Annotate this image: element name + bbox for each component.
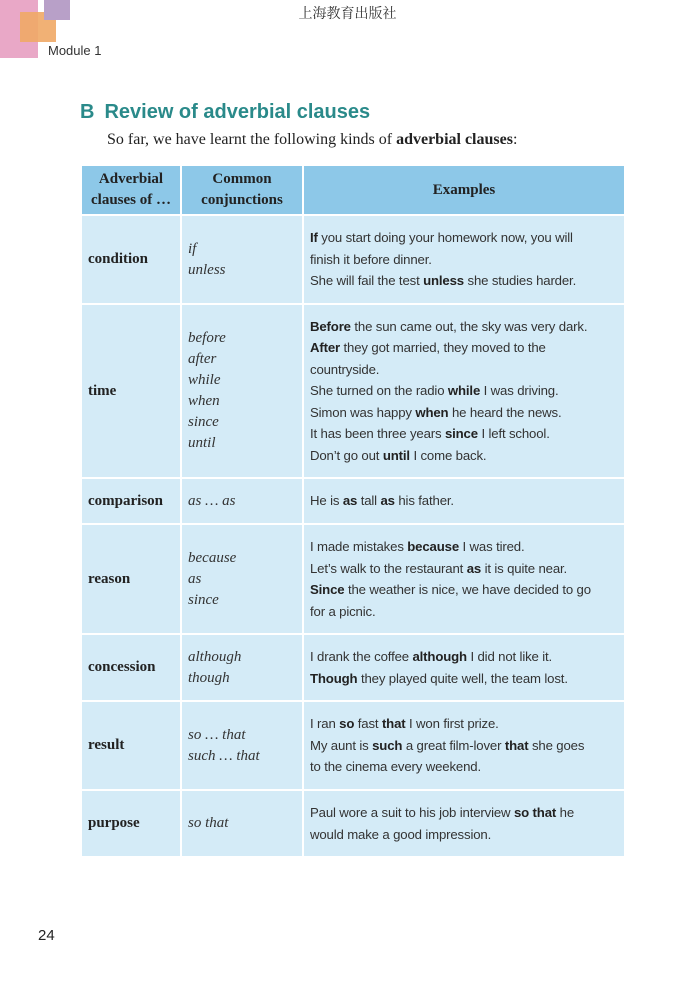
example-text: I was driving. [480, 383, 559, 399]
example-line [310, 579, 618, 601]
conjunction-highlight: Before [310, 318, 351, 334]
clause-type: result [81, 701, 181, 790]
example-text: I did not like it. [466, 649, 553, 664]
clause-type: concession [81, 634, 181, 701]
conjunction: since [188, 414, 219, 430]
example-list [303, 304, 625, 478]
example-text: I drank the coffee [310, 649, 413, 664]
example-line [310, 445, 618, 467]
conjunction-list [181, 304, 303, 478]
conjunction: so … that [188, 726, 246, 743]
conjunction-highlight: Since [310, 582, 345, 597]
table-row [81, 790, 625, 857]
table-header-row [81, 165, 625, 215]
example-line [310, 713, 618, 735]
intro-bold: adverbial clauses [396, 131, 513, 148]
header-conjunctions: Common conjunctions [181, 165, 303, 215]
example-text: I made mistakes [310, 539, 408, 554]
conjunction-list [181, 634, 303, 701]
example-text: It has been three years [310, 426, 445, 442]
example-line [310, 601, 618, 623]
conjunction: although [188, 648, 242, 665]
example-text: it is quite near. [481, 560, 568, 576]
conjunction: until [188, 435, 216, 451]
example-line [310, 646, 618, 668]
clause-type: reason [81, 524, 181, 634]
page-number: 24 [38, 927, 55, 944]
example-text: fast [354, 716, 382, 732]
section-title-text: Review of adverbial clauses [104, 101, 371, 123]
example-line [310, 359, 618, 381]
example-text: they played quite well, the team lost. [357, 670, 568, 686]
conjunction: when [188, 393, 220, 409]
example-text: a great film-lover [402, 737, 505, 753]
conjunction-highlight: as [466, 560, 482, 576]
conjunction-highlight: as [380, 493, 395, 509]
example-text: He is [310, 493, 343, 509]
table-row [81, 634, 625, 701]
conjunction-highlight: because [407, 539, 460, 554]
conjunction-list [181, 478, 303, 524]
conjunction-highlight: as [342, 493, 358, 509]
conjunction: before [188, 330, 226, 346]
example-text: I ran [310, 716, 340, 732]
conjunction-highlight: when [415, 404, 449, 420]
conjunction-highlight: although [412, 649, 467, 664]
example-list [303, 701, 625, 790]
conjunction-highlight: If [310, 230, 318, 246]
example-text: Paul wore a suit to his job interview [310, 805, 514, 820]
example-text: the weather is nice, we have decided to go [344, 582, 591, 597]
example-text: he heard the news. [448, 404, 562, 420]
example-text: My aunt is [310, 737, 373, 753]
example-text: Don’t go out [310, 447, 383, 463]
example-list [303, 215, 625, 304]
conjunction: because [188, 549, 237, 566]
example-list [303, 524, 625, 634]
conjunction-highlight: so [339, 716, 355, 732]
conjunction: while [188, 372, 221, 388]
conjunction-highlight: such [372, 737, 403, 753]
example-text: would make a good impression. [310, 826, 492, 842]
table-row [81, 701, 625, 790]
example-list [303, 634, 625, 701]
conjunction: as [188, 570, 202, 587]
example-line [310, 824, 618, 846]
clause-type: time [81, 304, 181, 478]
example-text: finish it before dinner. [310, 251, 432, 267]
conjunction-highlight: so that [513, 805, 557, 820]
clause-type: condition [81, 215, 181, 304]
example-text: he [556, 805, 575, 820]
example-line [310, 756, 618, 778]
example-line [310, 337, 618, 359]
example-text: they got married, they moved to the [340, 340, 546, 356]
example-line [310, 558, 618, 580]
conjunction: such … that [188, 747, 260, 764]
example-line [310, 668, 618, 690]
example-text: for a picnic. [310, 603, 376, 619]
conjunction-highlight: since [444, 426, 478, 442]
conjunction-list [181, 701, 303, 790]
example-line [310, 402, 618, 424]
header-clause-type: Adverbial clauses of … [81, 165, 181, 215]
example-line [310, 735, 618, 757]
conjunction-list [181, 524, 303, 634]
example-text: the sun came out, the sky was very dark. [350, 318, 588, 334]
table-row [81, 524, 625, 634]
conjunction: after [188, 351, 217, 367]
table-row [81, 304, 625, 478]
example-line [310, 249, 618, 271]
conjunction-highlight: that [381, 716, 406, 732]
example-text: she studies harder. [463, 273, 577, 289]
conjunction: unless [188, 261, 226, 278]
adverbial-clauses-table [80, 164, 626, 858]
conjunction-highlight: while [447, 383, 481, 399]
example-text: I won first prize. [405, 716, 499, 732]
conjunction: since [188, 591, 219, 608]
example-text: She will fail the test [310, 273, 424, 289]
example-text: Let’s walk to the restaurant [310, 560, 467, 576]
header-examples: Examples [303, 165, 625, 215]
table-row [81, 215, 625, 304]
intro-suffix: : [512, 131, 518, 148]
conjunction-highlight: until [382, 447, 410, 463]
example-list [303, 478, 625, 524]
example-list [303, 790, 625, 857]
example-text: she goes [528, 737, 585, 753]
example-text: countryside. [310, 361, 380, 377]
clause-type: comparison [81, 478, 181, 524]
example-text: She turned on the radio [310, 383, 448, 399]
example-line [310, 227, 618, 249]
conjunction-highlight: that [504, 737, 529, 753]
example-text: his father. [394, 493, 454, 509]
intro-prefix: So far, we have learnt the following kinds of [107, 131, 397, 148]
table-row [81, 478, 625, 524]
clause-type: purpose [81, 790, 181, 857]
example-text: I come back. [409, 447, 487, 463]
conjunction: if [188, 240, 197, 257]
conjunction-highlight: Though [310, 670, 358, 686]
section-title [80, 101, 370, 124]
example-line [310, 423, 618, 445]
conjunction-highlight: unless [423, 273, 464, 289]
example-line [310, 536, 618, 558]
example-text: you start doing your homework now, you will [317, 230, 573, 246]
example-line [310, 380, 618, 402]
intro-text [107, 131, 517, 149]
module-label: Module 1 [48, 43, 102, 58]
example-text: Simon was happy [310, 404, 416, 420]
example-line [310, 316, 618, 338]
example-text: tall [357, 493, 381, 509]
conjunction: as … as [188, 492, 236, 509]
example-line [310, 270, 618, 292]
example-text: I was tired. [459, 539, 525, 554]
conjunction-list [181, 215, 303, 304]
conjunction: so that [188, 815, 229, 831]
conjunction: though [188, 669, 230, 686]
example-line [310, 802, 618, 824]
section-letter: B [80, 101, 95, 123]
example-text: to the cinema every weekend. [310, 759, 481, 775]
example-line [310, 490, 618, 512]
example-text: I left school. [477, 426, 550, 442]
publisher-name: 上海教育出版社 [298, 6, 397, 22]
conjunction-highlight: After [310, 340, 341, 356]
conjunction-list [181, 790, 303, 857]
